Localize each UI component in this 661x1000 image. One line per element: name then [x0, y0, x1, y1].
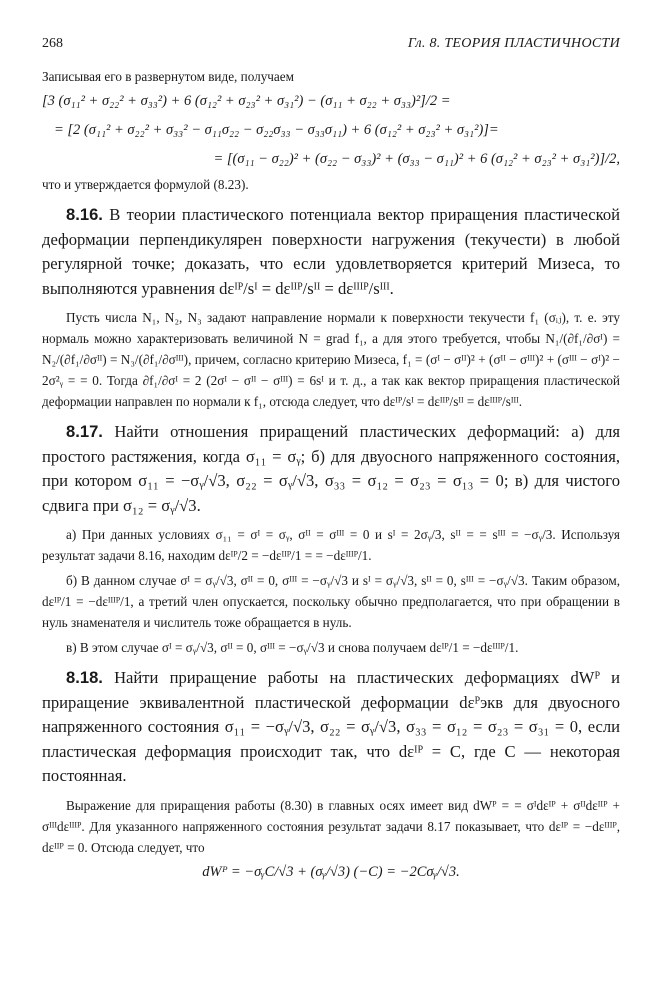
page-header — [42, 36, 620, 52]
confirm-text: что и утверждается формулой (8.23). — [42, 177, 249, 192]
solution-8-16: Пусть числа N₁, N₂, N₃ задают направление нормали к поверхности текучести f₁ (σᵢⱼ), т. е. эту нормаль можно характеризовать величиной N = grad f₁, а для этого требуется, чтобы N₁/(∂f₁/∂σᴵ) = N₂/(∂f₁/∂σᴵᴵ) = N₃/(∂f₁/∂σᴵᴵᴵ), причем, согласно критерию Мизеса, f₁ = (σᴵ − σᴵᴵ)² + (σᴵᴵ − σᴵᴵᴵ)² + (σᴵᴵᴵ − σᴵ)² − 2σ²ᵧ = = 0. Тогда ∂f₁/∂σᴵ = 2 (2σᴵ − σᴵᴵ − σᴵᴵᴵ) = 6sᴵ и т. д., а так как вектор приращения пластической деформации направлен по нормали к f₁, отсюда следует, что dεᴵᴾ/sᴵ = dεᴵᴵᴾ/sᴵᴵ = dεᴵᴵᴵᴾ/sᴵᴵᴵ. — [42, 310, 620, 409]
problem-8-18 — [42, 666, 620, 789]
problem-8-16 — [42, 203, 620, 301]
problem-number: 8.16. — [66, 205, 103, 224]
problem-8-17 — [42, 420, 620, 518]
problem-text: Найти приращение работы на пластических деформациях dWᴾ и приращение эквивалентной пластической деформации dεᴾэкв для двуосного напряженного состояния σ₁₁ = −σᵧ/√3, σ₂₂ = σᵧ/√3, σ₃₃ = σ₁₂ = σ₂₃ = σ₃₁ = 0, если пластическая деформация происходит так, что dεᴵᴾ = C, где C — некоторая постоянная. — [42, 668, 620, 785]
page — [42, 36, 620, 881]
final-formula: dWᴾ = −σᵧC/√3 + (σᵧ/√3) (−C) = −2Cσᵧ/√3. — [202, 863, 460, 880]
problem-number: 8.17. — [66, 422, 103, 441]
solution-8-17-a: а) При данных условиях σ₁₁ = σᴵ = σᵧ, σᴵᴵ = σᴵᴵᴵ = 0 и sᴵ = 2σᵧ/3, sᴵᴵ = = sᴵᴵᴵ = −σᵧ/3. Используя результат задачи 8.16, находим dεᴵᴾ/2 = −dεᴵᴵᴾ/1 = = −dεᴵᴵᴵᴾ/1. — [42, 527, 620, 563]
problem-number: 8.18. — [66, 668, 103, 687]
solution-8-17-b: б) В данном случае σᴵ = σᵧ/√3, σᴵᴵ = 0, σᴵᴵᴵ = −σᵧ/√3 и sᴵ = σᵧ/√3, sᴵᴵ = 0, sᴵᴵᴵ = −σᵧ/√3. Таким образом, dεᴵᴾ/1 = −dεᴵᴵᴵᴾ/1, а третий член опускается, поскольку обычно предполагается, что при обращении в нуль знаменателя и числитель тоже обращается в нуль. — [42, 573, 620, 630]
problem-text: Найти отношения приращений пластических деформаций: а) для простого растяжения, когда σ₁₁ = σᵧ; б) для двуосного напряженного состояния, при котором σ₁₁ = −σᵧ/√3, σ₂₂ = σᵧ/√3, σ₃₃ = σ₁₂ = σ₂₃ = σ₁₃ = 0; в) для чистого сдвига при σ₁₂ = σᵧ/√3. — [42, 422, 620, 515]
formula-3: = [(σ₁₁ − σ₂₂)² + (σ₂₂ − σ₃₃)² + (σ₃₃ − σ₁₁)² + 6 (σ₁₂² + σ₂₃² + σ₃₁²)]/2, — [213, 151, 620, 167]
problem-text: В теории пластического потенциала вектор приращения пластической деформации перпендикулярен поверхности нагружения (текучести) в любой регулярной точке; доказать, что если удовлетворяется критерий Мизеса, то выполняются уравнения dεᴵᴾ/sᴵ = dεᴵᴵᴾ/sᴵᴵ = dεᴵᴵᴵᴾ/sᴵᴵᴵ. — [42, 205, 620, 298]
running-title: Гл. 8. ТЕОРИЯ ПЛАСТИЧНОСТИ — [407, 36, 620, 51]
formula-1: [3 (σ₁₁² + σ₂₂² + σ₃₃²) + 6 (σ₁₂² + σ₂₃² + σ₃₁²) − (σ₁₁ + σ₂₂ + σ₃₃)²]/2 = — [42, 93, 451, 109]
page-number: 268 — [42, 36, 63, 51]
intro-text: Записывая его в развернутом виде, получаем — [42, 69, 294, 84]
solution-8-17-c: в) В этом случае σᴵ = σᵧ/√3, σᴵᴵ = 0, σᴵᴵᴵ = −σᵧ/√3 и снова получаем dεᴵᴾ/1 = −dεᴵᴵᴵᴾ/1. — [66, 640, 519, 655]
solution-8-18: Выражение для приращения работы (8.30) в главных осях имеет вид dWᴾ = = σᴵdεᴵᴾ + σᴵᴵdεᴵᴵᴾ + σᴵᴵᴵdεᴵᴵᴵᴾ. Для указанного напряженного состояния результат задачи 8.17 показывает, что dεᴵᴾ = −dεᴵᴵᴵᴾ, dεᴵᴵᴾ = 0. Отсюда следует, что — [42, 797, 620, 855]
formula-2: = [2 (σ₁₁² + σ₂₂² + σ₃₃² − σ₁₁σ₂₂ − σ₂₂σ₃₃ − σ₃₃σ₁₁) + 6 (σ₁₂² + σ₂₃² + σ₃₁²)]= — [54, 122, 499, 138]
